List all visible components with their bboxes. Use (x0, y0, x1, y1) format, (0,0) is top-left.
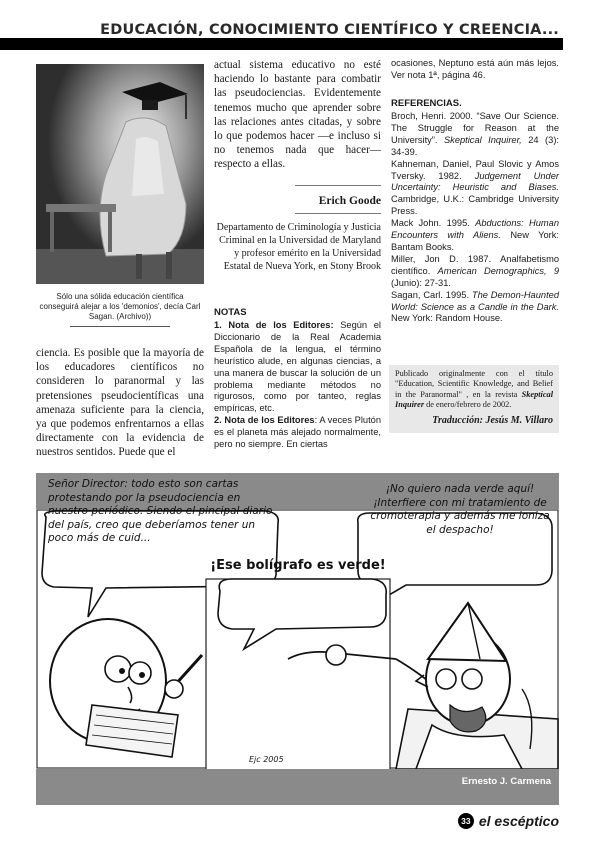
notes-body (214, 320, 381, 451)
ref-5-tail: New York: Random House. (391, 313, 503, 324)
author-rule-top (295, 185, 381, 186)
cartoon-panel (36, 509, 559, 769)
speech-bubble-center: ¡Ese bolígrafo es verde! (210, 558, 386, 573)
ref-4-text: Miller, Jon D. 1987. Analfabetismo científico. (391, 253, 559, 276)
ref-5-title: The Demon-Haunted World: Science as a Candle in the Dark. (391, 289, 559, 312)
ref-1-text: Broch, Henri. 2000. “Save Our Science. The Struggle for Reason at the University”. (391, 111, 559, 145)
note-2-label: 2. Nota de los Editores (214, 415, 315, 426)
cartoon-frame (36, 473, 559, 805)
note-1-label: 1. Nota de los Editores: (214, 320, 334, 330)
article-column-2: actual sistema educativo no esté haciendo lo bastante para combatir las pseudociencias. Evidentemente tenemos mucho que aprender sobre las relaciones antes citadas, y sobre lo que podemos hacer —e incluso si no tenemos nada que hacer— respecto a ellas. (214, 59, 381, 171)
author-affiliation: Departamento de Criminología y Justicia Criminal en la Universidad de Maryland y profesor emérito en la Universidad Estatal de Nueva York, en Stony Brook (216, 222, 381, 272)
reference-item (391, 111, 559, 159)
note-1 (214, 320, 381, 415)
ref-3-title: Abductions: Human Encounters with Aliens. (391, 218, 559, 241)
translation-credit: Traducción: Jesús M. Villaro (432, 414, 553, 426)
ref-2-tail: Cambridge, U.K.: Cambridge University Press. (391, 194, 559, 217)
reference-item (391, 290, 559, 326)
publication-note (395, 369, 553, 411)
header-bar (0, 38, 563, 50)
page-footer (458, 813, 559, 829)
page-header-title: EDUCACIÓN, CONOCIMIENTO CIENTÍFICO Y CREENCIA... (100, 22, 559, 38)
note-2-continuation (391, 58, 559, 82)
ref-2-text: Kahneman, Daniel, Paul Slovic y Amos Tversky. 1982. (391, 158, 559, 181)
cartoon-drawing (36, 509, 559, 769)
caption-divider (70, 326, 170, 327)
ref-4-title: American Demographics, 9 (437, 265, 559, 276)
note-2-text: : A veces Plutón es el planeta más alejado normalmente, pero no siempre. En ciertas (214, 415, 381, 450)
ref-2-title: Judgement Under Uncertainty: Heuristic and Biases. (391, 170, 559, 193)
speech-bubble-right: ¡No quiero nada verde aquí! ¡Interfiere con mi tratamiento de cromoterapia y además me ioniza el despacho! (370, 483, 550, 536)
references-heading: REFERENCIAS. (391, 98, 462, 109)
cartoon-signature: Ejc 2005 (249, 755, 284, 764)
publication-journal: Skeptical Inquirer (395, 389, 553, 410)
ref-4-tail: (Junio): 27-31. (391, 277, 451, 288)
reference-item (391, 254, 559, 290)
page-number-badge: 33 (458, 813, 474, 829)
speech-bubble-left: Señor Director: todo esto son cartas protestando por la pseudociencia en nuestro periódico. Siendo el pincipal diario del país, creo que deberíamos tener un poco más de cuid... (48, 478, 273, 544)
author-rule-bottom (295, 213, 381, 214)
notes-heading: NOTAS (214, 307, 247, 318)
photo-caption: Sólo una sólida educación científica conseguirá alejar a los 'demonios', decía Carl Sagan. (Archivo)) (39, 292, 201, 321)
graduate-photo-image (36, 64, 204, 284)
publication-note-text: Publicado originalmente con el título "Education, Scientific Knowledge, and Belief in the Paranormal" , en la revista (395, 369, 553, 399)
publication-note-tail: de enero/febrero de 2002. (424, 400, 512, 410)
ref-1-title: Skeptical Inquirer, (443, 134, 522, 145)
ref-3-tail: New York: Bantam Books. (391, 230, 559, 252)
author-name: Erich Goode (318, 195, 381, 207)
magazine-name: el escéptico (478, 813, 559, 829)
note-1-text: Según el Diccionario de la Real Academia Española de la lengua, el término heurístico alude, en algunas ciencias, a una manera de buscar la solución de un problema mediante métodos no rigurosos, como por tanteo, reglas empíricas, etc. (214, 320, 381, 414)
note-2 (214, 415, 381, 451)
article-column-1: ciencia. Es posible que la mayoría de los educadores científicos no consideren lo paranormal y las pretensiones pseudocientíficas una amenaza suficiente para la ciencia, ya que podemos enfrentarnos a ellas directamente con la evidencia de nuestros sentidos. Puede que el (36, 347, 204, 459)
cartoon-credit: Ernesto J. Carmena (461, 776, 551, 787)
ref-1-tail: 24 (3): 34-39. (391, 134, 559, 157)
references-list (391, 111, 559, 325)
reference-item (391, 218, 559, 254)
reference-item (391, 159, 559, 219)
article-photo (36, 64, 204, 284)
publication-box (389, 365, 559, 433)
ref-5-text: Sagan, Carl. 1995. (391, 289, 472, 300)
ref-3-text: Mack John. 1995. (391, 218, 476, 229)
note-2-cont: ocasiones, Neptuno está aún más lejos. Ver nota 1ª, página 46. (391, 58, 559, 80)
